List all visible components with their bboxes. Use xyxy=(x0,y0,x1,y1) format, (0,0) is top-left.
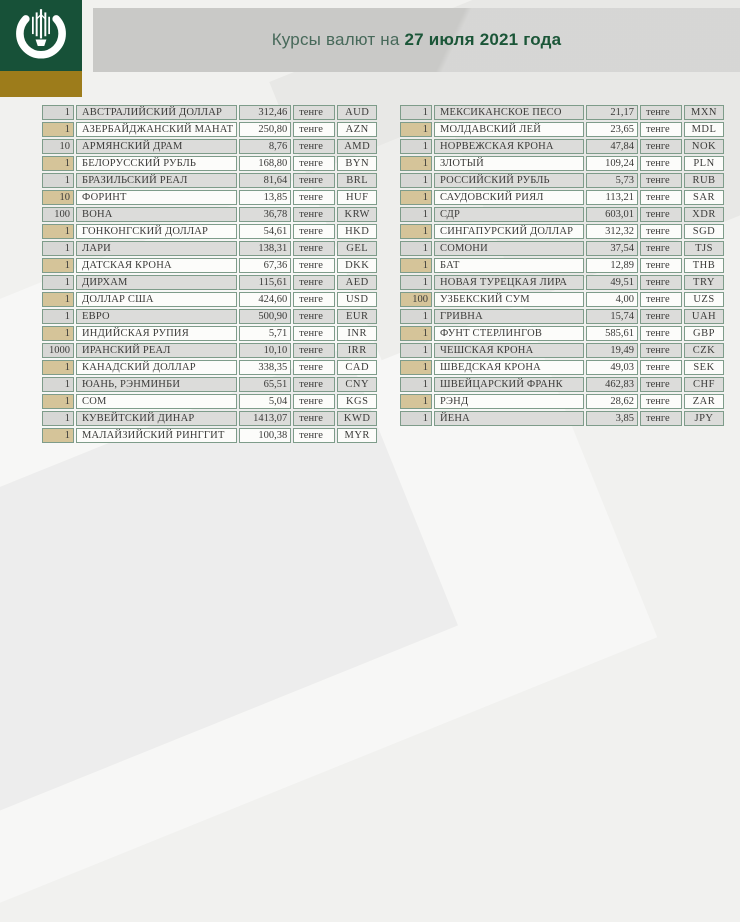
table-row xyxy=(400,360,724,375)
qty-cell: 1 xyxy=(42,258,74,273)
code-cell: MXN xyxy=(684,105,724,120)
qty-cell: 1 xyxy=(400,258,432,273)
code-cell: GEL xyxy=(337,241,377,256)
code-cell: CZK xyxy=(684,343,724,358)
qty-cell: 1 xyxy=(400,360,432,375)
table-row xyxy=(42,309,377,324)
code-cell: CNY xyxy=(337,377,377,392)
unit-cell: тенге xyxy=(293,326,335,341)
rate-cell: 37,54 xyxy=(586,241,638,256)
qty-cell: 1 xyxy=(400,139,432,154)
currency-name-cell: БРАЗИЛЬСКИЙ РЕАЛ xyxy=(76,173,237,188)
currency-name-cell: РОССИЙСКИЙ РУБЛЬ xyxy=(434,173,584,188)
rate-cell: 100,38 xyxy=(239,428,291,443)
table-row xyxy=(42,326,377,341)
qty-cell: 1 xyxy=(42,309,74,324)
qty-cell: 10 xyxy=(42,190,74,205)
page-title-prefix: Курсы валют на xyxy=(271,30,405,49)
rate-cell: 603,01 xyxy=(586,207,638,222)
currency-name-cell: КУВЕЙТСКИЙ ДИНАР xyxy=(76,411,237,426)
currency-name-cell: СДР xyxy=(434,207,584,222)
currency-name-cell: БАТ xyxy=(434,258,584,273)
qty-cell: 10 xyxy=(42,139,74,154)
qty-cell: 1 xyxy=(42,173,74,188)
code-cell: SGD xyxy=(684,224,724,239)
currency-name-cell: СИНГАПУРСКИЙ ДОЛЛАР xyxy=(434,224,584,239)
unit-cell: тенге xyxy=(640,292,682,307)
title-band xyxy=(93,8,740,72)
currency-name-cell: ИРАНСКИЙ РЕАЛ xyxy=(76,343,237,358)
rate-cell: 67,36 xyxy=(239,258,291,273)
table-row xyxy=(42,292,377,307)
table-row xyxy=(400,207,724,222)
unit-cell: тенге xyxy=(640,224,682,239)
table-row xyxy=(42,360,377,375)
table-row xyxy=(42,258,377,273)
code-cell: JPY xyxy=(684,411,724,426)
unit-cell: тенге xyxy=(293,292,335,307)
currency-name-cell: СОМОНИ xyxy=(434,241,584,256)
national-bank-emblem-icon xyxy=(15,7,67,64)
code-cell: INR xyxy=(337,326,377,341)
qty-cell: 1 xyxy=(400,156,432,171)
currency-name-cell: ЙЕНА xyxy=(434,411,584,426)
rate-cell: 462,83 xyxy=(586,377,638,392)
unit-cell: тенге xyxy=(640,343,682,358)
qty-cell: 1 xyxy=(400,241,432,256)
unit-cell: тенге xyxy=(640,173,682,188)
currency-name-cell: АВСТРАЛИЙСКИЙ ДОЛЛАР xyxy=(76,105,237,120)
code-cell: DKK xyxy=(337,258,377,273)
code-cell: MYR xyxy=(337,428,377,443)
unit-cell: тенге xyxy=(640,122,682,137)
table-row xyxy=(42,105,377,120)
currency-name-cell: БЕЛОРУССКИЙ РУБЛЬ xyxy=(76,156,237,171)
page-title xyxy=(272,30,562,50)
unit-cell: тенге xyxy=(640,360,682,375)
page-title-date: 27 июля 2021 года xyxy=(404,30,562,49)
unit-cell: тенге xyxy=(293,258,335,273)
unit-cell: тенге xyxy=(640,258,682,273)
currency-name-cell: ШВЕЙЦАРСКИЙ ФРАНК xyxy=(434,377,584,392)
qty-cell: 1 xyxy=(42,292,74,307)
table-row xyxy=(400,105,724,120)
table-row xyxy=(400,173,724,188)
code-cell: KWD xyxy=(337,411,377,426)
currency-name-cell: КАНАДСКИЙ ДОЛЛАР xyxy=(76,360,237,375)
rate-cell: 168,80 xyxy=(239,156,291,171)
currency-name-cell: МЕКСИКАНСКОЕ ПЕСО xyxy=(434,105,584,120)
rate-cell: 109,24 xyxy=(586,156,638,171)
unit-cell: тенге xyxy=(293,360,335,375)
rate-cell: 19,49 xyxy=(586,343,638,358)
unit-cell: тенге xyxy=(293,190,335,205)
currency-name-cell: ГРИВНА xyxy=(434,309,584,324)
unit-cell: тенге xyxy=(293,309,335,324)
qty-cell: 1 xyxy=(400,309,432,324)
currency-name-cell: НОВАЯ ТУРЕЦКАЯ ЛИРА xyxy=(434,275,584,290)
code-cell: GBP xyxy=(684,326,724,341)
qty-cell: 1 xyxy=(400,173,432,188)
currency-name-cell: МОЛДАВСКИЙ ЛЕЙ xyxy=(434,122,584,137)
table-row xyxy=(42,122,377,137)
unit-cell: тенге xyxy=(640,156,682,171)
table-row xyxy=(42,411,377,426)
rate-cell: 23,65 xyxy=(586,122,638,137)
currency-name-cell: АРМЯНСКИЙ ДРАМ xyxy=(76,139,237,154)
code-cell: HKD xyxy=(337,224,377,239)
table-row xyxy=(400,258,724,273)
qty-cell: 1 xyxy=(42,105,74,120)
code-cell: KGS xyxy=(337,394,377,409)
currency-name-cell: ВОНА xyxy=(76,207,237,222)
unit-cell: тенге xyxy=(293,156,335,171)
unit-cell: тенге xyxy=(293,343,335,358)
currency-name-cell: ЛАРИ xyxy=(76,241,237,256)
rate-cell: 15,74 xyxy=(586,309,638,324)
unit-cell: тенге xyxy=(640,105,682,120)
rate-cell: 113,21 xyxy=(586,190,638,205)
unit-cell: тенге xyxy=(293,105,335,120)
rate-cell: 49,51 xyxy=(586,275,638,290)
rate-cell: 10,10 xyxy=(239,343,291,358)
qty-cell: 1 xyxy=(42,428,74,443)
table-row xyxy=(42,224,377,239)
rate-cell: 138,31 xyxy=(239,241,291,256)
rate-cell: 1413,07 xyxy=(239,411,291,426)
code-cell: TJS xyxy=(684,241,724,256)
rate-cell: 81,64 xyxy=(239,173,291,188)
table-row xyxy=(42,156,377,171)
table-row xyxy=(400,275,724,290)
rate-cell: 585,61 xyxy=(586,326,638,341)
qty-cell: 1000 xyxy=(42,343,74,358)
currency-name-cell: ФУНТ СТЕРЛИНГОВ xyxy=(434,326,584,341)
rate-cell: 250,80 xyxy=(239,122,291,137)
table-row xyxy=(400,190,724,205)
currency-name-cell: ЧЕШСКАЯ КРОНА xyxy=(434,343,584,358)
table-row xyxy=(400,224,724,239)
rate-cell: 312,46 xyxy=(239,105,291,120)
code-cell: CHF xyxy=(684,377,724,392)
table-row xyxy=(400,292,724,307)
currency-name-cell: ГОНКОНГСКИЙ ДОЛЛАР xyxy=(76,224,237,239)
unit-cell: тенге xyxy=(640,241,682,256)
code-cell: IRR xyxy=(337,343,377,358)
table-row xyxy=(42,173,377,188)
unit-cell: тенге xyxy=(640,190,682,205)
rate-cell: 424,60 xyxy=(239,292,291,307)
currency-name-cell: УЗБЕКСКИЙ СУМ xyxy=(434,292,584,307)
code-cell: HUF xyxy=(337,190,377,205)
unit-cell: тенге xyxy=(640,207,682,222)
rate-cell: 12,89 xyxy=(586,258,638,273)
currency-name-cell: ДОЛЛАР США xyxy=(76,292,237,307)
table-row xyxy=(42,428,377,443)
qty-cell: 1 xyxy=(42,326,74,341)
table-row xyxy=(42,394,377,409)
currency-name-cell: АЗЕРБАЙДЖАНСКИЙ МАНАТ xyxy=(76,122,237,137)
rate-cell: 28,62 xyxy=(586,394,638,409)
code-cell: AZN xyxy=(337,122,377,137)
currency-table-left xyxy=(40,103,379,445)
code-cell: SAR xyxy=(684,190,724,205)
qty-cell: 100 xyxy=(42,207,74,222)
table-row xyxy=(42,207,377,222)
qty-cell: 1 xyxy=(42,377,74,392)
qty-cell: 100 xyxy=(400,292,432,307)
qty-cell: 1 xyxy=(400,343,432,358)
rate-cell: 4,00 xyxy=(586,292,638,307)
code-cell: TRY xyxy=(684,275,724,290)
qty-cell: 1 xyxy=(400,377,432,392)
code-cell: SEK xyxy=(684,360,724,375)
unit-cell: тенге xyxy=(640,275,682,290)
unit-cell: тенге xyxy=(293,275,335,290)
qty-cell: 1 xyxy=(42,394,74,409)
code-cell: XDR xyxy=(684,207,724,222)
rate-cell: 21,17 xyxy=(586,105,638,120)
currency-name-cell: ДАТСКАЯ КРОНА xyxy=(76,258,237,273)
table-row xyxy=(400,139,724,154)
qty-cell: 1 xyxy=(400,394,432,409)
code-cell: UZS xyxy=(684,292,724,307)
table-row xyxy=(400,394,724,409)
unit-cell: тенге xyxy=(640,394,682,409)
gold-accent-band xyxy=(0,71,82,97)
currency-name-cell: ДИРХАМ xyxy=(76,275,237,290)
code-cell: AED xyxy=(337,275,377,290)
table-row xyxy=(400,343,724,358)
rate-cell: 5,71 xyxy=(239,326,291,341)
code-cell: UAH xyxy=(684,309,724,324)
table-row xyxy=(400,377,724,392)
unit-cell: тенге xyxy=(640,377,682,392)
code-cell: RUB xyxy=(684,173,724,188)
unit-cell: тенге xyxy=(293,173,335,188)
code-cell: PLN xyxy=(684,156,724,171)
qty-cell: 1 xyxy=(42,360,74,375)
currency-name-cell: РЭНД xyxy=(434,394,584,409)
unit-cell: тенге xyxy=(640,139,682,154)
table-row xyxy=(400,122,724,137)
code-cell: KRW xyxy=(337,207,377,222)
unit-cell: тенге xyxy=(640,309,682,324)
unit-cell: тенге xyxy=(293,122,335,137)
table-row xyxy=(42,343,377,358)
rate-cell: 3,85 xyxy=(586,411,638,426)
code-cell: ZAR xyxy=(684,394,724,409)
rate-cell: 49,03 xyxy=(586,360,638,375)
code-cell: USD xyxy=(337,292,377,307)
currency-name-cell: ЮАНЬ, РЭНМИНБИ xyxy=(76,377,237,392)
code-cell: BRL xyxy=(337,173,377,188)
qty-cell: 1 xyxy=(42,122,74,137)
unit-cell: тенге xyxy=(293,207,335,222)
currency-name-cell: ИНДИЙСКАЯ РУПИЯ xyxy=(76,326,237,341)
unit-cell: тенге xyxy=(293,139,335,154)
table-row xyxy=(42,190,377,205)
unit-cell: тенге xyxy=(293,411,335,426)
code-cell: AMD xyxy=(337,139,377,154)
rate-cell: 312,32 xyxy=(586,224,638,239)
qty-cell: 1 xyxy=(400,275,432,290)
currency-name-cell: ШВЕДСКАЯ КРОНА xyxy=(434,360,584,375)
currency-table-right xyxy=(398,103,726,428)
unit-cell: тенге xyxy=(640,326,682,341)
table-row xyxy=(42,139,377,154)
bank-logo-square xyxy=(0,0,82,71)
unit-cell: тенге xyxy=(293,394,335,409)
code-cell: MDL xyxy=(684,122,724,137)
currency-name-cell: ЕВРО xyxy=(76,309,237,324)
unit-cell: тенге xyxy=(293,377,335,392)
table-row xyxy=(400,326,724,341)
currency-name-cell: СОМ xyxy=(76,394,237,409)
rate-cell: 5,73 xyxy=(586,173,638,188)
qty-cell: 1 xyxy=(42,275,74,290)
unit-cell: тенге xyxy=(640,411,682,426)
unit-cell: тенге xyxy=(293,428,335,443)
code-cell: AUD xyxy=(337,105,377,120)
currency-name-cell: ФОРИНТ xyxy=(76,190,237,205)
rate-cell: 36,78 xyxy=(239,207,291,222)
code-cell: EUR xyxy=(337,309,377,324)
qty-cell: 1 xyxy=(42,156,74,171)
currency-name-cell: НОРВЕЖСКАЯ КРОНА xyxy=(434,139,584,154)
rate-cell: 500,90 xyxy=(239,309,291,324)
table-row xyxy=(400,156,724,171)
currency-name-cell: МАЛАЙЗИЙСКИЙ РИНГГИТ xyxy=(76,428,237,443)
table-row xyxy=(400,309,724,324)
qty-cell: 1 xyxy=(42,241,74,256)
qty-cell: 1 xyxy=(400,411,432,426)
rate-cell: 54,61 xyxy=(239,224,291,239)
qty-cell: 1 xyxy=(400,105,432,120)
table-row xyxy=(42,377,377,392)
currency-name-cell: ЗЛОТЫЙ xyxy=(434,156,584,171)
rate-cell: 65,51 xyxy=(239,377,291,392)
rate-cell: 338,35 xyxy=(239,360,291,375)
table-row xyxy=(400,411,724,426)
rate-cell: 115,61 xyxy=(239,275,291,290)
rate-cell: 13,85 xyxy=(239,190,291,205)
code-cell: CAD xyxy=(337,360,377,375)
table-row xyxy=(400,241,724,256)
table-row xyxy=(42,275,377,290)
qty-cell: 1 xyxy=(42,224,74,239)
table-row xyxy=(42,241,377,256)
code-cell: THB xyxy=(684,258,724,273)
qty-cell: 1 xyxy=(400,224,432,239)
unit-cell: тенге xyxy=(293,224,335,239)
qty-cell: 1 xyxy=(400,122,432,137)
qty-cell: 1 xyxy=(400,207,432,222)
rate-cell: 47,84 xyxy=(586,139,638,154)
code-cell: NOK xyxy=(684,139,724,154)
code-cell: BYN xyxy=(337,156,377,171)
qty-cell: 1 xyxy=(400,326,432,341)
qty-cell: 1 xyxy=(400,190,432,205)
currency-name-cell: САУДОВСКИЙ РИЯЛ xyxy=(434,190,584,205)
unit-cell: тенге xyxy=(293,241,335,256)
qty-cell: 1 xyxy=(42,411,74,426)
rate-cell: 5,04 xyxy=(239,394,291,409)
rate-cell: 8,76 xyxy=(239,139,291,154)
